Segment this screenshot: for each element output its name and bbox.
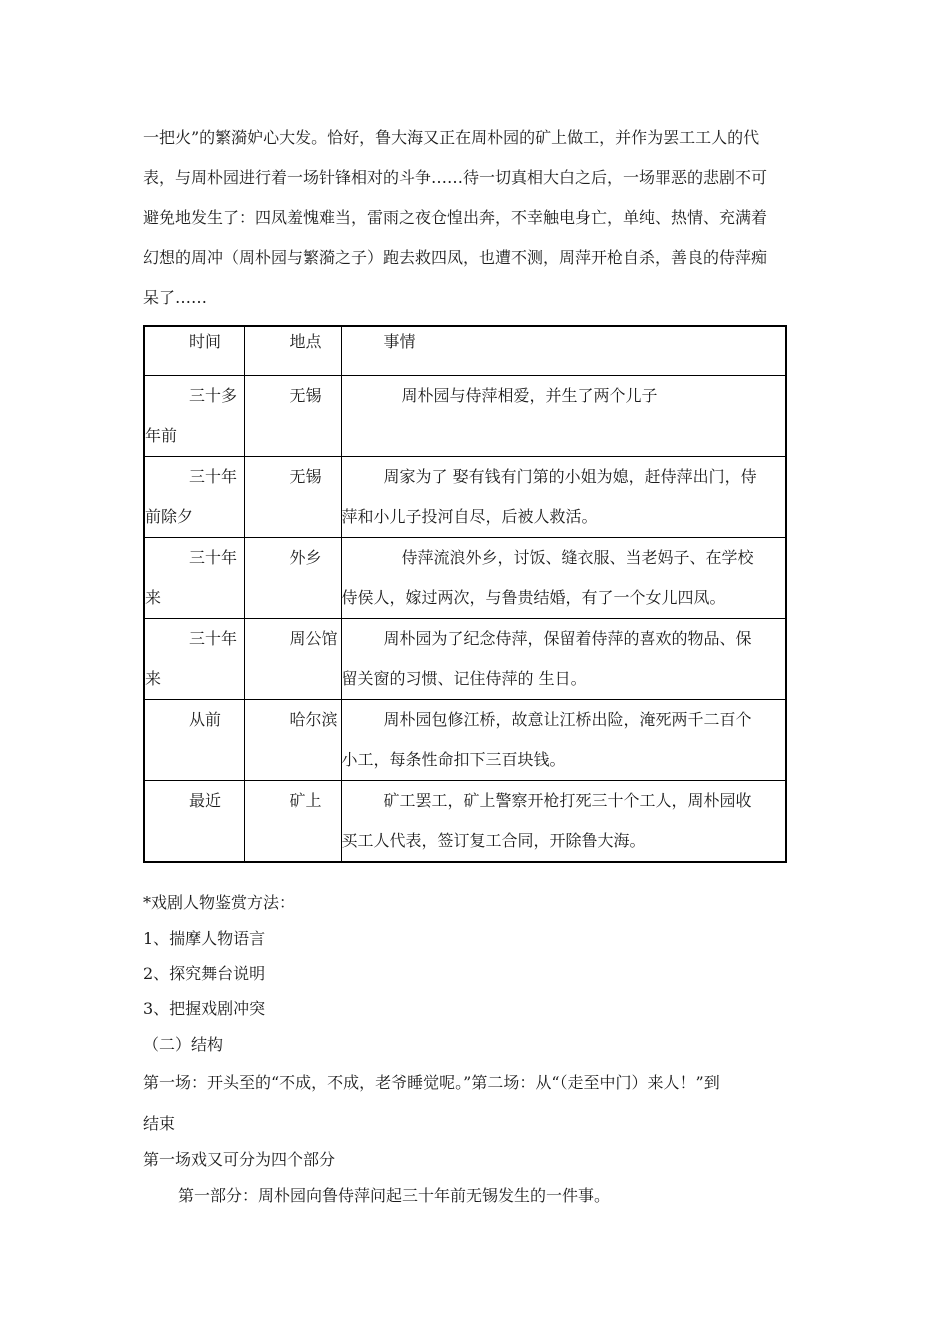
intro-paragraph xyxy=(143,118,810,318)
place-text: 矿上 xyxy=(289,791,322,810)
time-cell xyxy=(144,457,244,538)
time-line-2: 前除夕 xyxy=(145,507,194,526)
structure-heading: （二）结构 xyxy=(143,1035,224,1054)
table-row xyxy=(144,619,786,700)
intro-line: 避免地发生了：四凤羞愧难当，雷雨之夜仓惶出奔，不幸触电身亡，单纯、热情、充满着 xyxy=(143,208,768,227)
timeline-table xyxy=(143,325,787,863)
event-line-1: 侍萍流浪外乡，讨饭、缝衣服、当老妈子、在学校 xyxy=(401,548,754,567)
time-line-1: 三十年 xyxy=(189,467,238,486)
event-line-1: 周家为了 娶有钱有门第的小姐为媳，赶侍萍出门，侍 xyxy=(383,467,757,486)
header-event-cell xyxy=(341,326,786,376)
method-item: 1、揣摩人物语言 xyxy=(143,929,266,948)
event-line-2: 留关窗的习惯、记住侍萍的 生日。 xyxy=(341,669,587,688)
header-place: 地点 xyxy=(289,332,322,351)
table-header-row xyxy=(144,326,786,376)
header-place-cell xyxy=(244,326,341,376)
time-cell xyxy=(144,376,244,457)
time-line-2: 来 xyxy=(145,588,162,607)
header-event: 事情 xyxy=(383,332,416,351)
event-cell xyxy=(341,700,786,781)
time-line-2: 年前 xyxy=(145,426,178,445)
event-line-2: 侍侯人，嫁过两次，与鲁贵结婚，有了一个女儿四凤。 xyxy=(341,588,726,607)
event-line-2: 萍和小儿子投河自尽，后被人救活。 xyxy=(341,507,598,526)
event-cell xyxy=(341,457,786,538)
event-cell xyxy=(341,781,786,863)
table-row xyxy=(144,376,786,457)
header-time: 时间 xyxy=(189,332,222,351)
time-line-1: 从前 xyxy=(189,710,222,729)
event-line-1: 矿工罢工，矿上警察开枪打死三十个工人，周朴园收 xyxy=(383,791,752,810)
place-cell xyxy=(244,781,341,863)
time-line-1: 三十多 xyxy=(189,386,238,405)
place-cell xyxy=(244,700,341,781)
place-text: 周公馆 xyxy=(289,629,338,648)
time-cell xyxy=(144,619,244,700)
table-row xyxy=(144,538,786,619)
place-text: 哈尔滨 xyxy=(289,710,338,729)
table-row xyxy=(144,700,786,781)
table-row xyxy=(144,781,786,863)
event-line-2: 买工人代表，签订复工合同，开除鲁大海。 xyxy=(341,831,646,850)
place-cell xyxy=(244,538,341,619)
place-text: 无锡 xyxy=(289,386,322,405)
event-line-1: 周朴园为了纪念侍萍，保留着侍萍的喜欢的物品、保 xyxy=(383,629,752,648)
place-text: 无锡 xyxy=(289,467,322,486)
time-line-1: 三十年 xyxy=(189,629,238,648)
scenes-line: 结束 xyxy=(143,1114,176,1133)
methods-title: *戏剧人物鉴赏方法： xyxy=(143,893,296,912)
time-cell xyxy=(144,781,244,863)
event-cell xyxy=(341,376,786,457)
time-cell xyxy=(144,700,244,781)
intro-line: 幻想的周冲（周朴园与繁漪之子）跑去救四凤，也遭不测，周萍开枪自杀，善良的侍萍痴 xyxy=(143,248,768,267)
event-line-1: 周朴园包修江桥，故意让江桥出险，淹死两千二百个 xyxy=(383,710,752,729)
event-line-2: 小工，每条性命扣下三百块钱。 xyxy=(341,750,566,769)
place-cell xyxy=(244,619,341,700)
time-line-1: 三十年 xyxy=(189,548,238,567)
event-line-1: 周朴园与侍萍相爱，并生了两个儿子 xyxy=(401,386,658,405)
place-cell xyxy=(244,457,341,538)
method-item: 2、探究舞台说明 xyxy=(143,964,266,983)
place-cell xyxy=(244,376,341,457)
method-item: 3、把握戏剧冲突 xyxy=(143,999,266,1018)
table-row xyxy=(144,457,786,538)
time-line-2: 来 xyxy=(145,669,162,688)
time-line-1: 最近 xyxy=(189,791,222,810)
event-cell xyxy=(341,619,786,700)
intro-line: 呆了…… xyxy=(143,288,208,307)
place-text: 外乡 xyxy=(289,548,322,567)
intro-line: 表，与周朴园进行着一场针锋相对的斗争……待一切真相大白之后，一场罪恶的悲剧不可 xyxy=(143,168,768,187)
time-cell xyxy=(144,538,244,619)
header-time-cell xyxy=(144,326,244,376)
event-cell xyxy=(341,538,786,619)
part-1: 第一部分：周朴园向鲁侍萍问起三十年前无锡发生的一件事。 xyxy=(178,1186,611,1205)
intro-line: 一把火”的繁漪妒心大发。恰好，鲁大海又正在周朴园的矿上做工，并作为罢工工人的代 xyxy=(143,128,760,147)
parts-intro: 第一场戏又可分为四个部分 xyxy=(143,1150,336,1169)
scenes-line: 第一场：开头至的“不成，不成，老爷睡觉呢。”第二场：从“（走至中门）来人！”到 xyxy=(143,1073,720,1092)
